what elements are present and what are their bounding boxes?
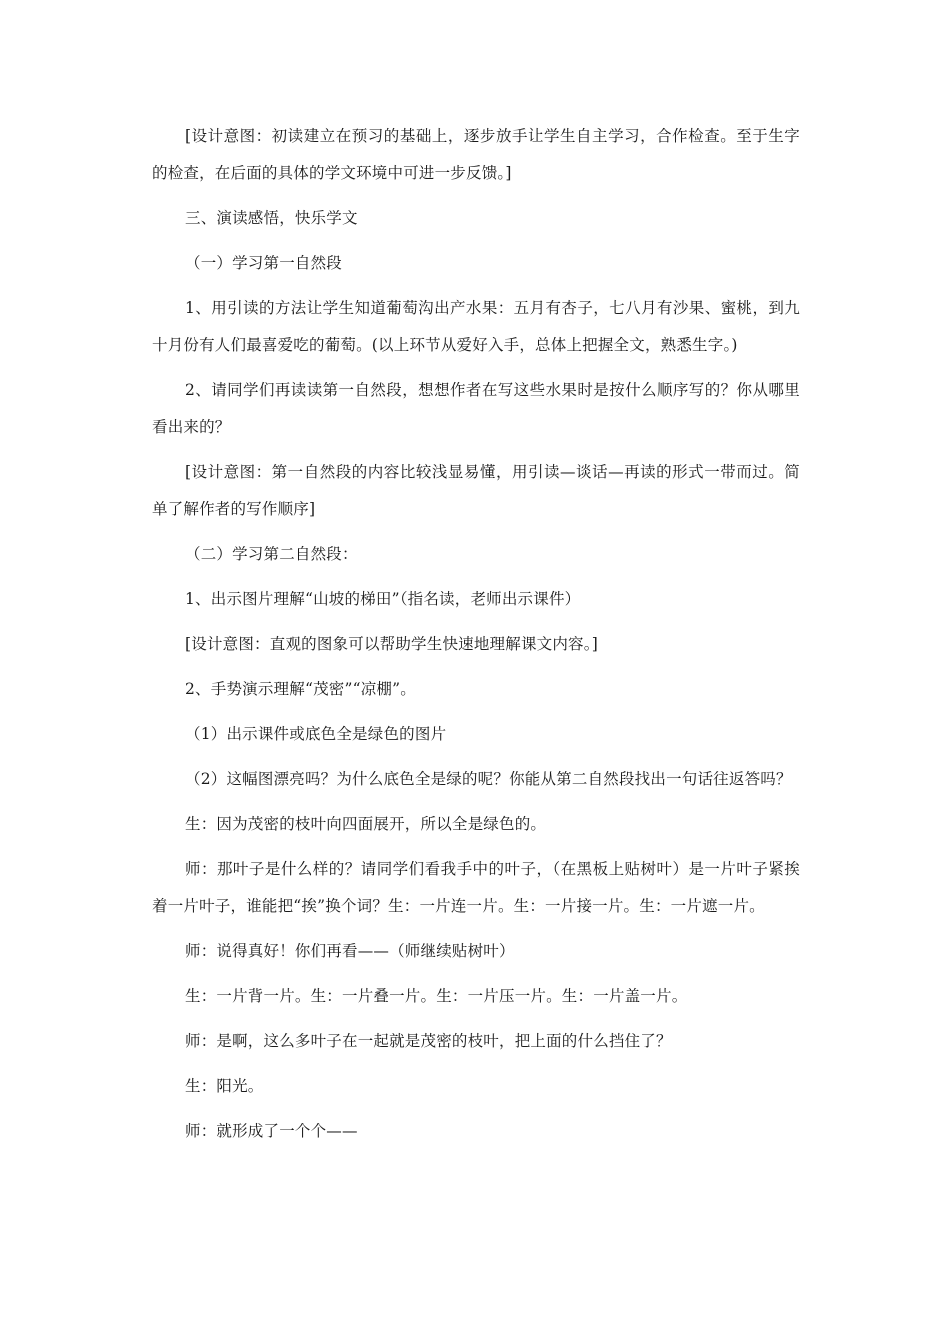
paragraph-step-2-2: 2、手势演示理解“茂密”“凉棚”。	[185, 680, 416, 698]
dialogue-student-3: 生：阳光。	[185, 1077, 264, 1095]
subsection-heading-1: （一）学习第一自然段	[185, 254, 343, 272]
dialogue-teacher-4: 师：就形成了一个个——	[185, 1122, 358, 1140]
dialogue-student-1: 生：因为茂密的枝叶向四面展开，所以全是绿色的。	[185, 815, 547, 833]
paragraph-step-1: 1、用引读的方法让学生知道葡萄沟出产水果：五月有杏子，七八月有沙果、蜜桃，到九十月份有人们最喜爱吃的葡萄。(以上环节从爱好入手，总体上把握全文，熟悉生字。)	[152, 299, 800, 354]
paragraph-design-intent-3: [设计意图：直观的图象可以帮助学生快速地理解课文内容。]	[185, 635, 598, 653]
section-heading-3: 三、演读感悟，快乐学文	[185, 209, 358, 227]
dialogue-student-2: 生：一片背一片。生：一片叠一片。生：一片压一片。生：一片盖一片。	[185, 987, 688, 1005]
subsection-heading-2: （二）学习第二自然段：	[185, 545, 358, 563]
dialogue-teacher-1: 师：那叶子是什么样的？请同学们看我手中的叶子，（在黑板上贴树叶）是一片叶子紧挨着一片叶子，谁能把“挨”换个词？生：一片连一片。生：一片接一片。生：一片遮一片。	[152, 860, 800, 915]
dialogue-teacher-3: 师：是啊，这么多叶子在一起就是茂密的枝叶，把上面的什么挡住了？	[185, 1032, 672, 1050]
paragraph-step-2-1: 1、出示图片理解“山坡的梯田”（指名读，老师出示课件）	[185, 590, 581, 608]
paragraph-item-2: （2）这幅图漂亮吗？为什么底色全是绿的呢？你能从第二自然段找出一句话往返答吗？	[185, 770, 792, 788]
document-body	[152, 118, 800, 1150]
paragraph-design-intent-1: [设计意图：初读建立在预习的基础上，逐步放手让学生自主学习，合作检查。至于生字的检查，在后面的具体的学文环境中可进一步反馈。]	[152, 127, 800, 182]
dialogue-teacher-2: 师：说得真好！你们再看——（师继续贴树叶）	[185, 942, 515, 960]
paragraph-design-intent-2: [设计意图：第一自然段的内容比较浅显易懂，用引读—谈话—再读的形式一带而过。简单了解作者的写作顺序]	[152, 463, 800, 518]
paragraph-item-1: （1）出示课件或底色全是绿色的图片	[185, 725, 447, 743]
paragraph-step-2: 2、请同学们再读读第一自然段，想想作者在写这些水果时是按什么顺序写的？你从哪里看出来的？	[152, 381, 800, 436]
